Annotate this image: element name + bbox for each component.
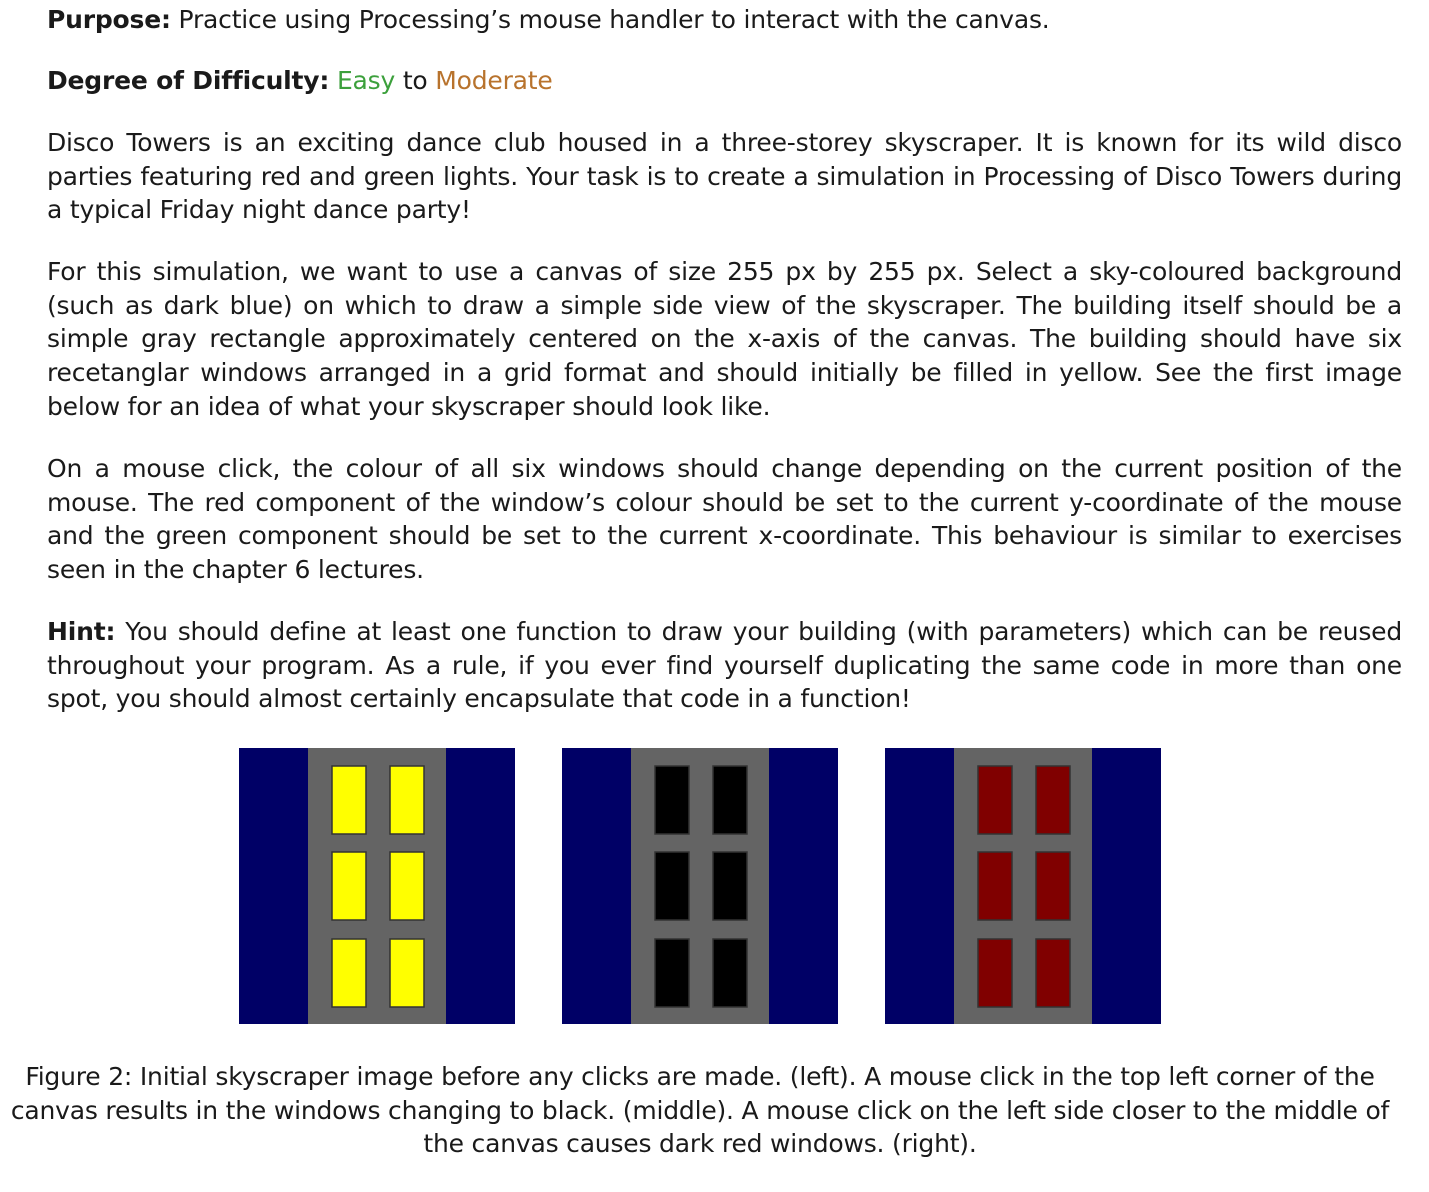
window [655,939,689,1007]
hint-paragraph [47,615,1402,716]
mouse-click-paragraph: On a mouse click, the colour of all six windows should change depending on the current position of the mouse. The red component of the window’s colour should be set to the current y-coordinate of the mouse and the green component should be set to the current x-coordinate. This behaviour is similar to exercises seen in the chapter 6 lectures. [47,454,1402,585]
window [978,852,1012,920]
figure-caption: Figure 2: Initial skyscraper image before any clicks are made. (left). A mouse click in the top left corner of the canvas results in the windows changing to black. (middle). A mouse click on the left side closer to the middle of the canvas causes dark red windows. (right). [10,1062,1390,1159]
building [308,748,446,1024]
window [390,852,424,920]
window [390,766,424,834]
difficulty-paragraph [47,64,1402,98]
window [978,766,1012,834]
building [631,748,769,1024]
window [332,939,366,1007]
window [655,766,689,834]
window [332,766,366,834]
window [713,852,747,920]
window [713,939,747,1007]
window [1036,852,1070,920]
window [655,852,689,920]
difficulty-connector: to [395,66,436,95]
skyscraper-canvas-red-windows [885,748,1161,1024]
skyscraper-canvas-black-windows [562,748,838,1024]
intro-paragraph: Disco Towers is an exciting dance club housed in a three-storey skyscraper. It is known for its wild disco parties featuring red and green lights. Your task is to create a simulation in Processing of Disco Towers during a typical Friday night dance party! [47,128,1402,225]
figure-row [239,748,1161,1024]
difficulty-easy: Easy [336,66,396,95]
hint-text: You should define at least one function to draw your building (with parameters) which can be reused throughout your program. As a rule, if you ever find yourself duplicating the same code in more than one spot, you should almost certainly encapsulate that code in a function! [47,617,1402,714]
window [978,939,1012,1007]
window [713,766,747,834]
window [390,939,424,1007]
window [1036,766,1070,834]
window [1036,939,1070,1007]
difficulty-moderate: Moderate [435,66,553,95]
hint-label: Hint: [47,617,116,646]
simulation-paragraph: For this simulation, we want to use a canvas of size 255 px by 255 px. Select a sky-coloured background (such as dark blue) on which to draw a simple side view of the skyscraper. The building itself should be a simple gray rectangle approximately centered on the x-axis of the canvas. The building should have six recetanglar windows arranged in a grid format and should initially be filled in yellow. See the first image below for an idea of what your skyscraper should look like. [47,257,1402,421]
purpose-paragraph [47,3,1402,37]
difficulty-label: Degree of Difficulty: [47,66,330,95]
skyscraper-canvas-initial [239,748,515,1024]
purpose-text: Practice using Processing’s mouse handler to interact with the canvas. [170,5,1050,34]
purpose-label: Purpose: [47,5,171,34]
building [954,748,1092,1024]
window [332,852,366,920]
